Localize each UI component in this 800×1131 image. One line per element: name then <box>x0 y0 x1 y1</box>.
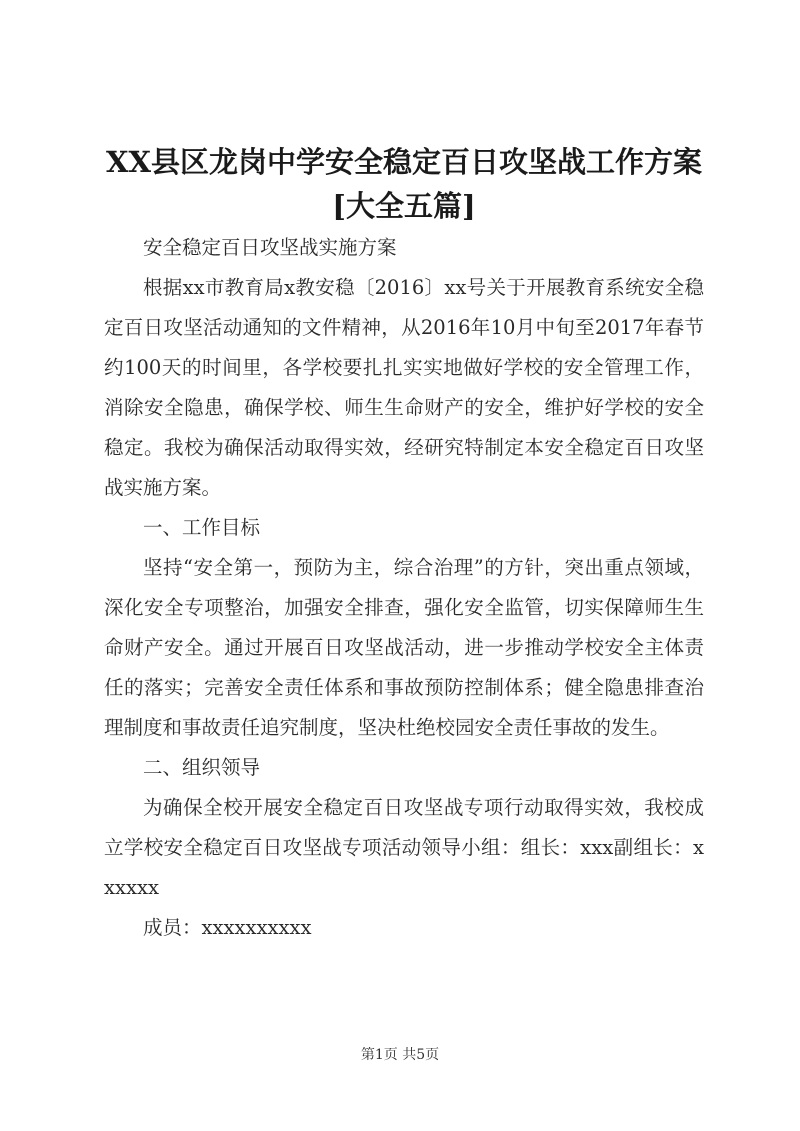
document-title: XX县区龙岗中学安全稳定百日攻坚战工作方案[大全五篇] <box>105 145 702 223</box>
section-heading-goals: 一、工作目标 <box>143 516 261 539</box>
plan-subtitle: 安全稳定百日攻坚战实施方案 <box>143 236 397 259</box>
organization-paragraph: 为确保全校开展安全稳定百日攻坚战专项行动取得实效，我校成立学校安全稳定百日攻坚战专项活动领导小组：组长：xxx副组长：xxxxxx <box>104 796 704 899</box>
members-paragraph: 成员：xxxxxxxxxx <box>143 916 312 939</box>
page-number-footer: 第1页 共5页 <box>360 1047 440 1063</box>
intro-paragraph: 根据xx市教育局x教安稳〔2016〕xx号关于开展教育系统安全稳定百日攻坚活动通知的文件精神，从2016年10月中旬至2017年春节约100天的时间里，各学校要扎扎实实地做好学校的安全管理工作，消除安全隐患，确保学校、师生生命财产的安全，维护好学校的安全稳定。我校为确保活动取得实效，经研究特制定本安全稳定百日攻坚战实施方案。 <box>104 276 704 499</box>
goals-paragraph: 坚持“安全第一，预防为主，综合治理”的方针，突出重点领域，深化安全专项整治，加强安全排查，强化安全监管，切实保障师生生命财产安全。通过开展百日攻坚战活动，进一步推动学校安全主体责任的落实；完善安全责任体系和事故预防控制体系；健全隐患排查治理制度和事故责任追究制度，坚决杜绝校园安全责任事故的发生。 <box>104 556 704 739</box>
document-body <box>104 228 704 948</box>
section-heading-organization: 二、组织领导 <box>143 756 261 779</box>
